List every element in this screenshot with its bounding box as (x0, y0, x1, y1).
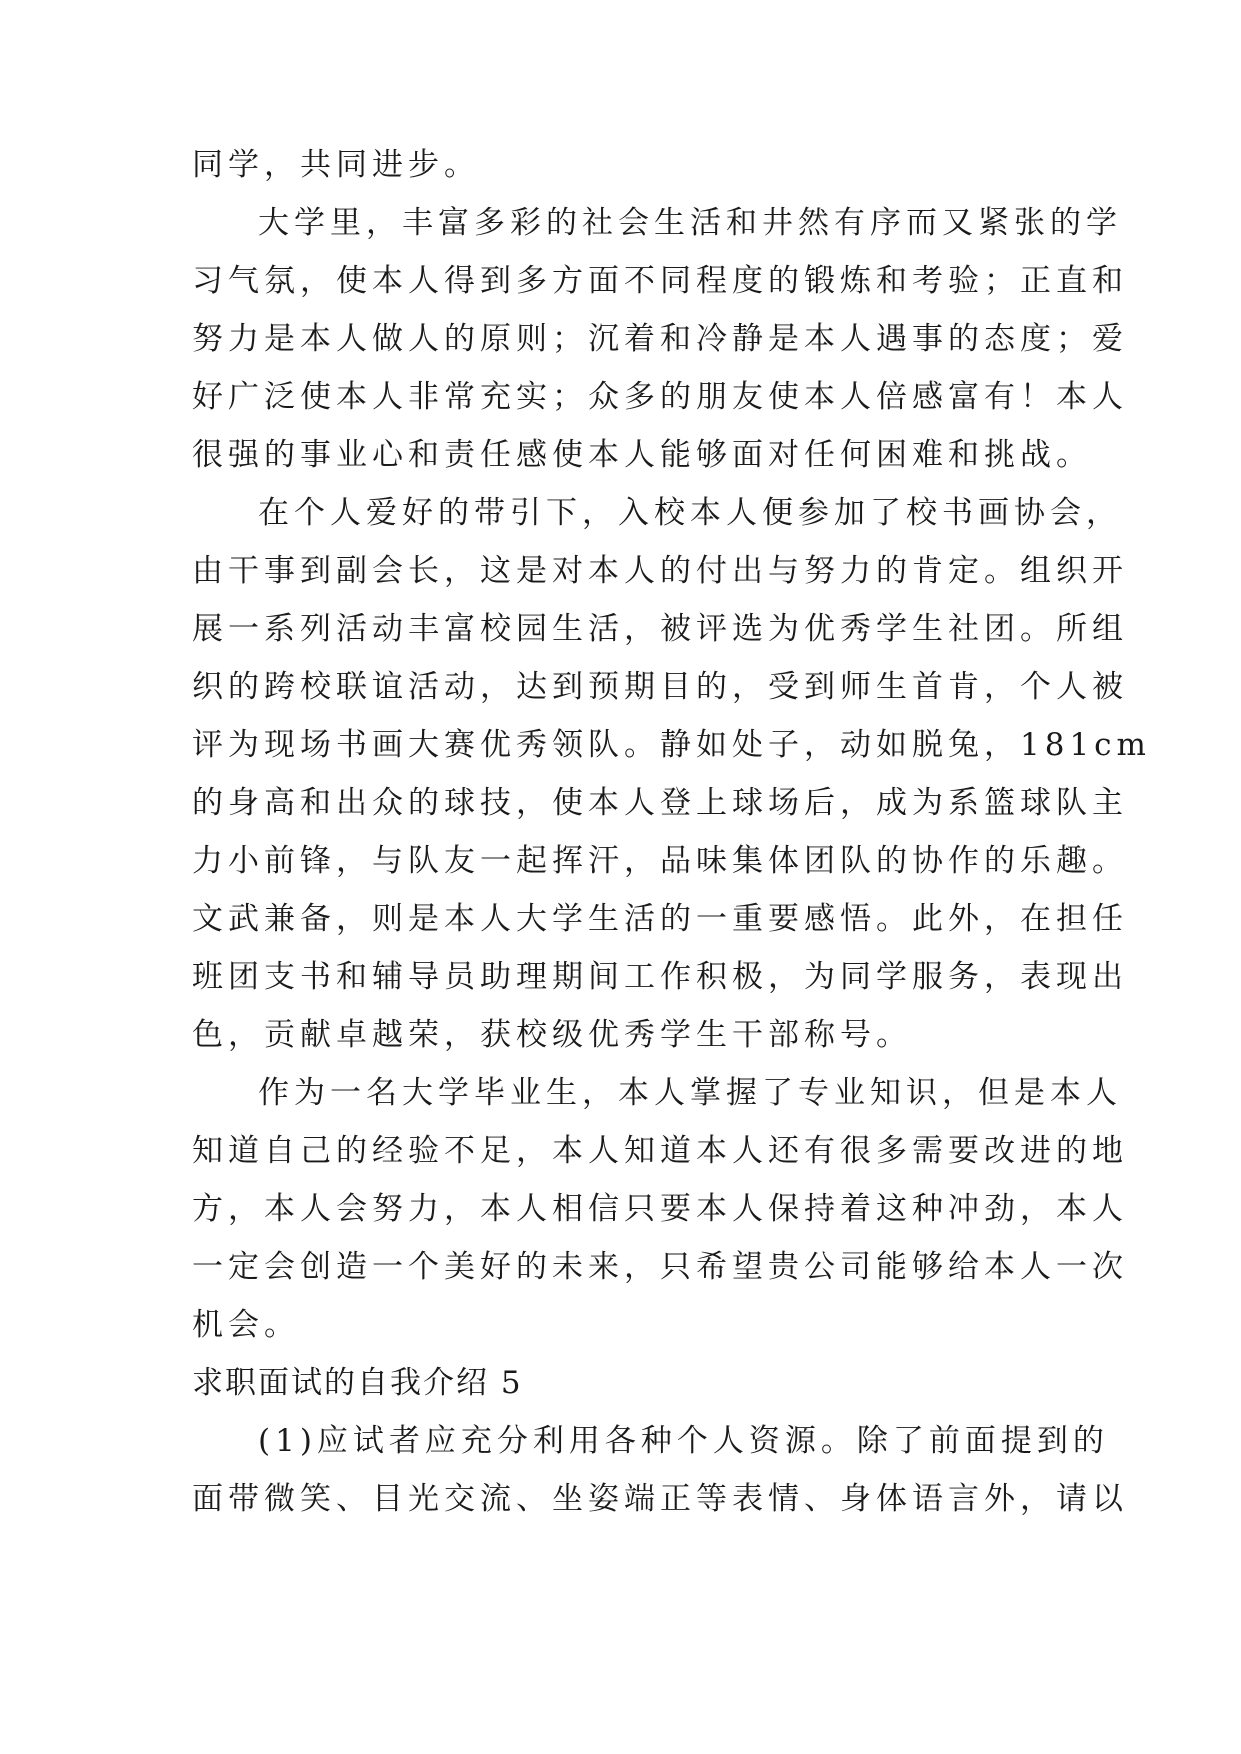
text-line: 班团支书和辅导员助理期间工作积极，为同学服务，表现出 (192, 959, 1128, 995)
text-line: 由干事到副会长，这是对本人的付出与努力的肯定。组织开 (192, 553, 1128, 589)
text-line: 展一系列活动丰富校园生活，被评选为优秀学生社团。所组 (192, 611, 1128, 647)
text-line: 色，贡献卓越荣，获校级优秀学生干部称号。 (192, 1017, 912, 1053)
text-line: 机会。 (192, 1307, 300, 1343)
text-line: 同学，共同进步。 (192, 147, 480, 183)
text-line: 习气氛，使本人得到多方面不同程度的锻炼和考验；正直和 (192, 263, 1128, 299)
text-line: 努力是本人做人的原则；沉着和冷静是本人遇事的态度；爱 (192, 321, 1128, 357)
paragraph-start-line: 在个人爱好的带引下，入校本人便参加了校书画协会， (258, 495, 1122, 531)
text-line: 方，本人会努力，本人相信只要本人保持着这种冲劲，本人 (192, 1191, 1128, 1227)
text-line: 好广泛使本人非常充实；众多的朋友使本人倍感富有！本人 (192, 379, 1128, 415)
text-line: 文武兼备，则是本人大学生活的一重要感悟。此外，在担任 (192, 901, 1128, 937)
text-line: 评为现场书画大赛优秀领队。静如处子，动如脱兔，181cm (192, 727, 1151, 763)
text-line: 力小前锋，与队友一起挥汗，品味集体团队的协作的乐趣。 (192, 843, 1128, 879)
section-heading: 求职面试的自我介绍 5 (192, 1365, 523, 1401)
text-line: 知道自己的经验不足，本人知道本人还有很多需要改进的地 (192, 1133, 1128, 1169)
text-line: 的身高和出众的球技，使本人登上球场后，成为系篮球队主 (192, 785, 1128, 821)
text-line: 很强的事业心和责任感使本人能够面对任何困难和挑战。 (192, 437, 1092, 473)
text-line: 面带微笑、目光交流、坐姿端正等表情、身体语言外，请以 (192, 1481, 1128, 1517)
paragraph-start-line: 大学里，丰富多彩的社会生活和井然有序而又紧张的学 (258, 205, 1122, 241)
paragraph-start-line: 作为一名大学毕业生，本人掌握了专业知识，但是本人 (258, 1075, 1122, 1111)
paragraph-start-line: (1)应试者应充分利用各种个人资源。除了前面提到的 (258, 1423, 1109, 1459)
text-line: 一定会创造一个美好的未来，只希望贵公司能够给本人一次 (192, 1249, 1128, 1285)
text-line: 织的跨校联谊活动，达到预期目的，受到师生首肯，个人被 (192, 669, 1128, 705)
